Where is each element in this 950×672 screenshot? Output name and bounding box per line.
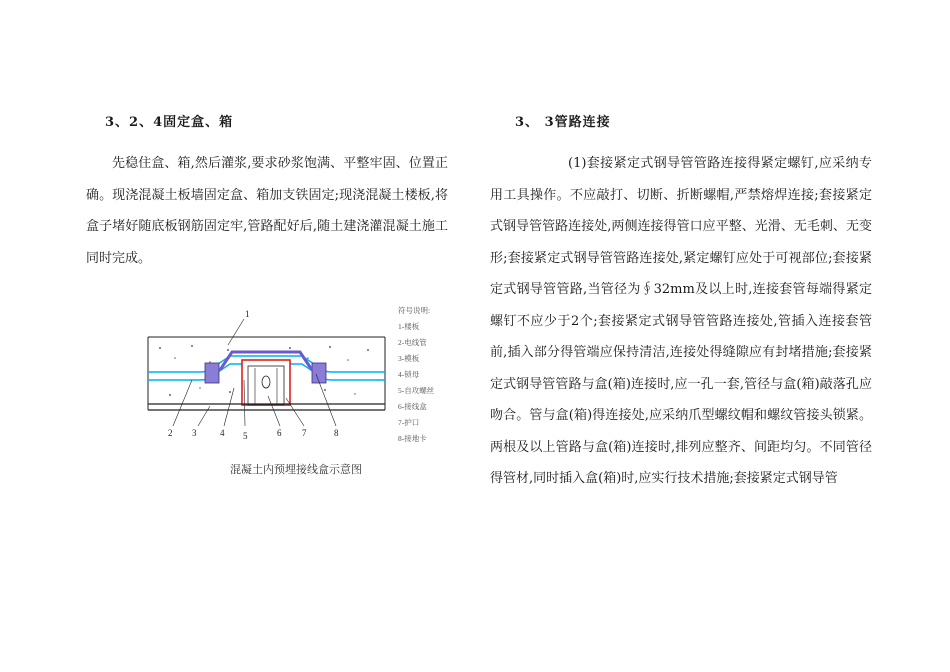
callout-3: 3 xyxy=(192,428,197,438)
callout-7: 7 xyxy=(302,428,307,438)
legend-item: 7-护口 xyxy=(398,418,420,427)
callout-5: 5 xyxy=(243,431,248,441)
legend-item: 2-电线管 xyxy=(398,338,427,347)
legend-item: 6-接线盒 xyxy=(398,402,427,411)
callout-2: 2 xyxy=(168,428,173,438)
legend-item: 4-锁母 xyxy=(398,370,420,379)
legend-item: 5-自攻螺丝 xyxy=(398,386,435,395)
junction-box xyxy=(242,360,290,405)
legend-item: 3-模板 xyxy=(398,354,420,363)
right-paragraph-text: (1)套接紧定式钢导管管路连接得紧定螺钉,应采纳专用工具操作。不应敲打、切断、折断螺帽,严禁熔焊连接;套接紧定式钢导管管路连接处,两侧连接得管口应平整、光滑、无毛刺、无变形;套接紧定式钢导管管路连接处,紧定螺钉应处于可视部位;套接紧定式钢导管管路,当管径为∮32mm及以上时,连接套管每端得紧定螺钉不应少于2个;套接紧定式钢导管管路连接处,管插入连接套管前,插入部分得管端应保持清洁,连接处得缝隙应有封堵措施;套接紧定式钢导管管路与盒(箱)连接时,应一孔一套,管径与盒(箱)敲落孔应吻合。管与盒(箱)得连接处,应采纳爪型螺纹帽和螺纹管接头锁紧。两根及以上管路与盒(箱)连接时,排列应整齐、间距均匀。不同管径得管材,同时插入盒(箱)时,应实行技术措施;套接紧定式钢导管 xyxy=(490,156,872,486)
legend-item: 1-楼板 xyxy=(398,322,420,331)
section-heading-right: 3、 3管路连接 xyxy=(515,115,611,130)
left-paragraph: 先稳住盒、箱,然后灌浆,要求砂浆饱满、平整牢固、位置正确。现浇混凝土板墙固定盒、箱加支铁固定;现浇混凝土楼板,将盒子堵好随底板钢筋固定牢,管路配好后,随土建浇灌混凝土施工同时完成。 xyxy=(86,156,448,266)
callout-8: 8 xyxy=(334,428,339,438)
callout-6: 6 xyxy=(277,428,282,438)
section-heading-left: 3、2、4固定盒、箱 xyxy=(105,115,234,130)
legend-item: 8-接地卡 xyxy=(398,434,427,443)
legend-title: 符号说明: xyxy=(398,306,431,315)
callout-4: 4 xyxy=(220,428,225,438)
lock-nut-left xyxy=(205,363,219,383)
figure-caption: 混凝土内预埋接线盒示意图 xyxy=(230,463,362,476)
lock-nut-right xyxy=(312,363,326,383)
callout-1: 1 xyxy=(245,309,250,319)
right-paragraph xyxy=(490,148,872,495)
symbol-legend xyxy=(398,305,435,443)
